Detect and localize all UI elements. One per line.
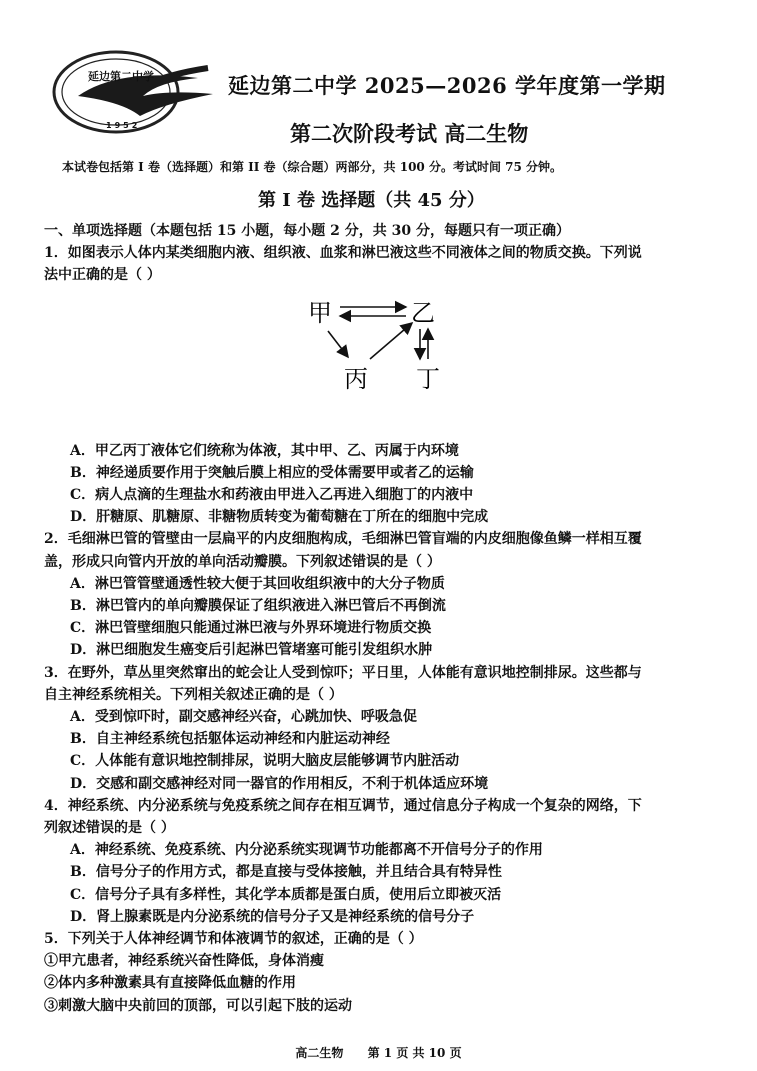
logo-year: 1952	[106, 121, 141, 130]
node-bing: 丙	[344, 364, 368, 393]
option-b: B．自主神经系统包括躯体运动神经和内脏运动神经	[70, 731, 390, 748]
option-d: D．淋巴细胞发生癌变后引起淋巴管堵塞可能引发组织水肿	[70, 642, 433, 659]
section-title: 第 I 卷 选择题（共 45 分）	[258, 190, 485, 211]
question-stem: 法中正确的是（ ）	[44, 267, 161, 284]
option-c: C．病人点滴的生理盐水和药液由甲进入乙再进入细胞丁的内液中	[70, 487, 474, 504]
option-a: A．甲乙丙丁液体它们统称为体液，其中甲、乙、丙属于内环境	[70, 442, 459, 459]
question-1	[44, 242, 716, 528]
page-footer	[0, 1044, 757, 1061]
question-5	[44, 928, 716, 1017]
question-stem: 2．毛细淋巴管的管壁由一层扁平的内皮细胞构成，毛细淋巴管盲端的内皮细胞像鱼鳞一样相互覆	[44, 531, 642, 548]
question-4	[44, 795, 716, 928]
question-stem: 盖，形成只向管内开放的单向活动瓣膜。下列叙述错误的是（ ）	[44, 553, 441, 570]
question-stem: 自主神经系统相关。下列相关叙述正确的是（ ）	[44, 686, 343, 703]
option-d: D．交感和副交感神经对同一器官的作用相反，不利于机体适应环境	[70, 775, 489, 792]
option-a: A．淋巴管管壁通透性较大便于其回收组织液中的大分子物质	[70, 575, 445, 592]
node-yi: 乙	[411, 298, 435, 327]
option-b: B．神经递质要作用于突触后膜上相应的受体需要甲或者乙的运输	[70, 464, 474, 481]
question-stem: 列叙述错误的是（ ）	[44, 820, 175, 837]
node-ding: 丁	[416, 364, 440, 393]
option-a: A．神经系统、免疫系统、内分泌系统实现调节功能都离不开信号分子的作用	[70, 842, 543, 859]
question-3	[44, 662, 716, 795]
option-a: A．受到惊吓时，副交感神经兴奋，心跳加快、呼吸急促	[70, 709, 417, 726]
arrow-bing-to-yi	[370, 323, 412, 359]
statement-item: ②体内多种激素具有直接降低血糖的作用	[44, 975, 296, 992]
option-d: D．肝糖原、肌糖原、非糖物质转变为葡萄糖在丁所在的细胞中完成	[70, 509, 489, 526]
school-logo	[48, 38, 218, 142]
option-b: B．淋巴管内的单向瓣膜保证了组织液进入淋巴管后不再倒流	[70, 598, 446, 615]
part-heading: 一、单项选择题（本题包括 15 小题，每小题 2 分，共 30 分，每题只有一项正确）	[44, 223, 570, 239]
question-stem: 4．神经系统、内分泌系统与免疫系统之间存在相互调节，通过信息分子构成一个复杂的网络，下	[44, 797, 642, 814]
question-stem: 3．在野外，草丛里突然窜出的蛇会让人受到惊吓；平日里，人体能有意识地控制排尿。这些都与	[44, 664, 642, 681]
question-2	[44, 528, 716, 661]
question-stem: 1．如图表示人体内某类细胞内液、组织液、血浆和淋巴液这些不同液体之间的物质交换。下列说	[44, 245, 642, 262]
option-c: C．信号分子具有多样性，其化学本质都是蛋白质，使用后立即被灭活	[70, 886, 502, 903]
footer-subject: 高二生物	[295, 1046, 344, 1060]
logo-text: 延边第二中学	[88, 70, 154, 83]
question-content	[44, 220, 716, 1017]
exam-title-line2: 第二次阶段考试 高二生物	[290, 121, 529, 146]
arrow-jia-to-bing	[328, 331, 348, 357]
option-b: B．信号分子的作用方式，都是直接与受体接触，并且结合具有特异性	[70, 864, 502, 881]
node-jia: 甲	[308, 298, 332, 327]
footer-page-number: 第 1 页 共 10 页	[367, 1046, 462, 1060]
statement-item: ①甲亢患者，神经系统兴奋性降低，身体消瘦	[44, 953, 324, 970]
option-c: C．淋巴管壁细胞只能通过淋巴液与外界环境进行物质交换	[70, 620, 432, 637]
fluid-exchange-diagram	[44, 287, 716, 440]
option-d: D．肾上腺素既是内分泌系统的信号分子又是神经系统的信号分子	[70, 908, 475, 925]
option-c: C．人体能有意识地控制排尿，说明大脑皮层能够调节内脏活动	[70, 753, 460, 770]
question-stem: 5．下列关于人体神经调节和体液调节的叙述，正确的是（ ）	[44, 931, 423, 948]
statement-item: ③刺激大脑中央前回的顶部，可以引起下肢的运动	[44, 997, 352, 1014]
exam-intro: 本试卷包括第 I 卷（选择题）和第 II 卷（综合题）两部分，共 100 分。考试时间 75 分钟。	[62, 160, 563, 174]
exam-title-line1: 延边第二中学 2025—2026 学年度第一学期	[228, 73, 666, 98]
